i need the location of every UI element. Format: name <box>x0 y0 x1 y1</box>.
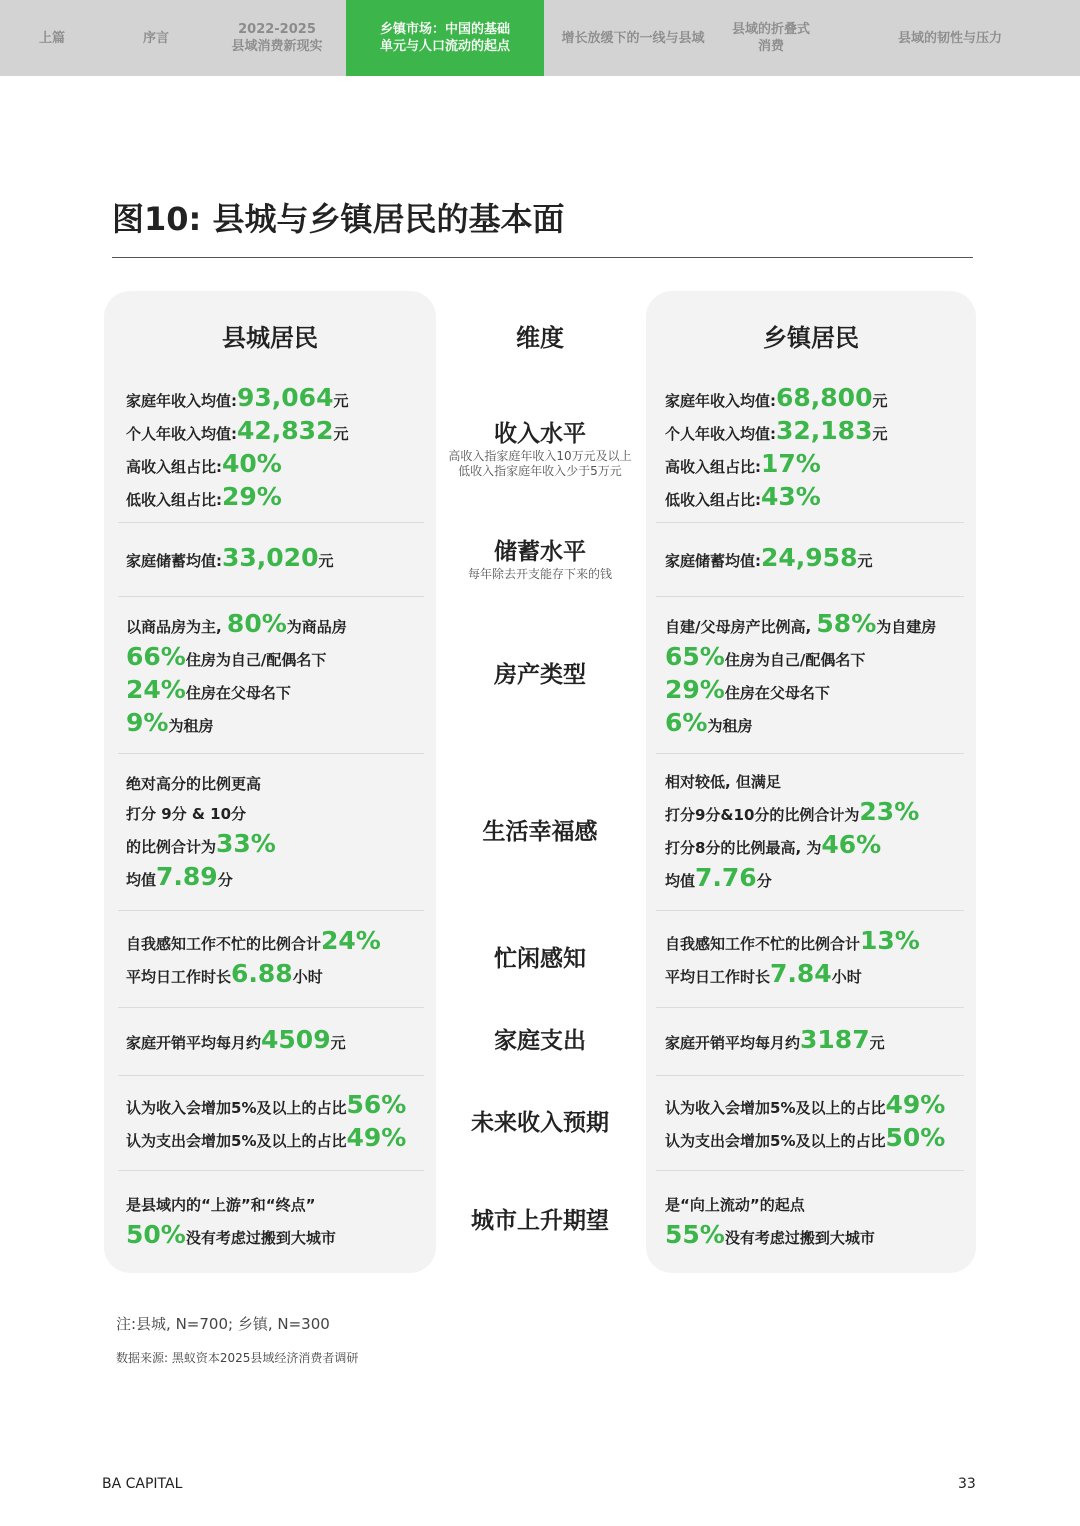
stat-line <box>126 926 426 959</box>
stat-value: 40% <box>222 449 282 478</box>
stat-line <box>665 1123 970 1156</box>
county-cell <box>126 376 426 522</box>
nav-tab-label: 单元与人口流动的起点 <box>379 39 510 54</box>
table-row <box>0 1075 1080 1170</box>
stat-text: 以商品房为主, <box>126 617 227 636</box>
nav-tab-label: 县域消费新现实 <box>231 39 323 54</box>
stat-value: 29% <box>665 674 725 704</box>
stat-line <box>665 609 970 642</box>
stat-text: 是“向上流动”的起点 <box>665 1195 805 1214</box>
nav-tab-1[interactable] <box>104 0 208 76</box>
stat-text: 个人年收入均值: <box>126 425 237 443</box>
stat-value: 49% <box>346 1122 407 1152</box>
stat-line <box>665 797 970 830</box>
stat-text: 为自建房 <box>876 617 937 636</box>
stat-line <box>126 862 426 895</box>
stat-line <box>126 1090 426 1123</box>
stat-value: 66% <box>126 641 186 671</box>
stat-value: 50% <box>885 1122 946 1152</box>
dimension-cell <box>440 1075 640 1170</box>
stat-line <box>126 708 426 741</box>
stat-line <box>126 769 426 799</box>
figure-title: 图10: 县城与乡镇居民的基本面 <box>112 200 565 238</box>
stat-value: 24% <box>321 925 381 955</box>
stat-text: 低收入组占比: <box>126 491 222 509</box>
table-row <box>0 522 1080 596</box>
stat-text: 的比例合计为 <box>126 837 217 856</box>
table-row <box>0 376 1080 522</box>
stat-text: 个人年收入均值: <box>665 425 776 443</box>
stat-value: 43% <box>761 482 821 511</box>
stat-text: 认为支出会增加5%及以上的占比 <box>665 1131 886 1150</box>
stat-text: 元 <box>318 551 334 570</box>
stat-text: 小时 <box>831 967 862 986</box>
stat-line <box>126 959 426 992</box>
nav-tab-0[interactable] <box>0 0 104 76</box>
stat-text: 打分 9分 & 10分 <box>126 804 247 823</box>
stat-value: 50% <box>126 1219 186 1249</box>
stat-text: 家庭储蓄均值: <box>665 551 761 570</box>
table-row <box>0 753 1080 910</box>
stat-value: 68,800 <box>776 383 873 412</box>
dimension-cell <box>440 910 640 1007</box>
stat-value: 23% <box>859 797 920 826</box>
county-cell <box>126 1075 426 1170</box>
dimension-label: 城市上升期望 <box>471 1208 609 1234</box>
dimension-cell <box>440 522 640 596</box>
table-row <box>0 596 1080 753</box>
stat-value: 33,020 <box>222 542 319 572</box>
stat-text: 住房为自己/配偶名下 <box>724 650 866 669</box>
nav-tab-label: 增长放缓下的一线与县域 <box>561 30 705 46</box>
township-cell <box>665 1007 970 1075</box>
stat-value: 32,183 <box>776 416 873 445</box>
county-column-header: 县城居民 <box>222 324 318 352</box>
stat-text: 住房在父母名下 <box>185 683 291 702</box>
dimension-label: 未来收入预期 <box>471 1109 609 1136</box>
stat-text: 元 <box>857 551 873 570</box>
stat-line <box>126 799 426 829</box>
stat-value: 80% <box>226 608 287 638</box>
nav-tab-label: 县域的韧性与压力 <box>897 30 1002 46</box>
stat-text: 相对较低, 但满足 <box>665 773 781 791</box>
stat-text: 绝对高分的比例更高 <box>126 774 262 793</box>
stat-line <box>126 449 426 482</box>
stat-line <box>126 829 426 862</box>
nav-tab-label: 序言 <box>142 30 169 46</box>
dimension-cell <box>440 1170 640 1272</box>
stat-value: 42,832 <box>237 416 334 445</box>
stat-text: 元 <box>872 392 888 410</box>
stat-text: 住房为自己/配偶名下 <box>185 650 327 669</box>
stat-text: 均值 <box>665 872 696 890</box>
dimension-cell <box>440 753 640 910</box>
stat-line <box>126 1123 426 1156</box>
stat-line <box>665 830 970 863</box>
dimension-cell <box>440 376 640 522</box>
stat-line <box>665 383 970 416</box>
stat-value: 29% <box>222 482 282 511</box>
stat-line <box>126 416 426 449</box>
dimension-label: 家庭支出 <box>494 1028 586 1054</box>
county-cell <box>126 910 426 1007</box>
stat-value: 24,958 <box>761 542 858 572</box>
nav-tab-5[interactable] <box>722 0 820 76</box>
footer-brand: BA CAPITAL <box>102 1476 183 1492</box>
stat-line <box>665 675 970 708</box>
stat-value: 3187 <box>800 1024 870 1054</box>
stat-line <box>665 926 970 959</box>
township-cell <box>665 910 970 1007</box>
stat-line <box>126 1025 426 1058</box>
stat-text: 没有考虑过搬到大城市 <box>724 1228 875 1247</box>
nav-tab-6[interactable] <box>820 0 1080 76</box>
township-cell <box>665 522 970 596</box>
stat-line <box>665 416 970 449</box>
stat-value: 55% <box>665 1219 725 1249</box>
stat-text: 元 <box>333 392 349 410</box>
county-cell <box>126 1170 426 1272</box>
stat-text: 分 <box>217 870 233 889</box>
stat-line <box>126 383 426 416</box>
stat-text: 住房在父母名下 <box>724 683 830 702</box>
stat-text: 高收入组占比: <box>665 458 761 476</box>
stat-line <box>126 1190 426 1220</box>
table-row <box>0 910 1080 1007</box>
stat-value: 7.84 <box>770 958 832 988</box>
title-divider <box>112 257 973 258</box>
nav-tab-label: 乡镇市场：中国的基础 <box>379 22 510 37</box>
stat-text: 元 <box>333 425 349 443</box>
stat-text: 自我感知工作不忙的比例合计 <box>665 934 861 953</box>
stat-text: 为商品房 <box>286 617 347 636</box>
county-cell <box>126 596 426 753</box>
stat-line <box>665 482 970 515</box>
stat-line <box>665 1090 970 1123</box>
stat-line <box>665 449 970 482</box>
sample-note: 注:县城, N=700; 乡镇, N=300 <box>116 1315 330 1333</box>
dimension-label: 收入水平 <box>494 421 586 447</box>
stat-line <box>665 708 970 741</box>
data-source: 数据来源: 黑蚁资本2025县域经济消费者调研 <box>116 1351 359 1365</box>
dimension-label: 储蓄水平 <box>494 538 586 565</box>
stat-line <box>126 482 426 515</box>
dimension-note: 高收入指家庭年收入10万元及以上 <box>448 449 632 463</box>
township-cell <box>665 1170 970 1272</box>
stat-text: 家庭储蓄均值: <box>126 551 222 570</box>
nav-tab-4[interactable] <box>544 0 722 76</box>
table-row <box>0 1170 1080 1272</box>
stat-line <box>665 1220 970 1253</box>
nav-tab-label: 2022-2025 <box>238 22 316 37</box>
dimension-column-header: 维度 <box>516 324 564 352</box>
dimension-label: 房产类型 <box>494 661 586 688</box>
stat-text: 自我感知工作不忙的比例合计 <box>126 934 322 953</box>
stat-text: 元 <box>330 1033 346 1052</box>
stat-value: 17% <box>761 449 821 478</box>
stat-text: 认为支出会增加5%及以上的占比 <box>126 1131 347 1150</box>
dimension-cell <box>440 596 640 753</box>
dimension-label: 生活幸福感 <box>482 818 598 845</box>
nav-tab-2[interactable] <box>208 0 346 76</box>
county-cell <box>126 1007 426 1075</box>
section-navigation <box>0 0 1080 76</box>
stat-value: 46% <box>821 830 882 859</box>
stat-value: 65% <box>665 641 725 671</box>
nav-tab-label: 县域的折叠式消费 <box>731 22 810 54</box>
stat-text: 打分9分&10分的比例合计为 <box>665 806 860 824</box>
stat-text: 高收入组占比: <box>126 458 222 476</box>
stat-value: 56% <box>346 1089 407 1119</box>
stat-line <box>665 1025 970 1058</box>
stat-text: 为租房 <box>168 716 214 735</box>
stat-line <box>665 642 970 675</box>
dimension-label: 忙闲感知 <box>494 945 586 972</box>
stat-text: 认为收入会增加5%及以上的占比 <box>126 1098 347 1117</box>
stat-line <box>665 1190 970 1220</box>
stat-text: 分 <box>756 872 772 890</box>
stat-line <box>126 642 426 675</box>
stat-text: 没有考虑过搬到大城市 <box>185 1228 336 1247</box>
township-cell <box>665 596 970 753</box>
stat-value: 49% <box>885 1089 946 1119</box>
township-column-header: 乡镇居民 <box>763 324 859 352</box>
stat-value: 9% <box>126 707 169 737</box>
county-cell <box>126 522 426 596</box>
stat-value: 33% <box>216 828 276 858</box>
stat-text: 平均日工作时长 <box>665 967 771 986</box>
stat-text: 平均日工作时长 <box>126 967 232 986</box>
dimension-note: 低收入指家庭年收入少于5万元 <box>458 464 622 478</box>
nav-tab-label: 上篇 <box>38 30 65 46</box>
stat-text: 是县域内的“上游”和“终点” <box>126 1195 316 1214</box>
stat-text: 认为收入会增加5%及以上的占比 <box>665 1098 886 1117</box>
stat-text: 家庭开销平均每月约 <box>665 1033 801 1052</box>
stat-line <box>665 863 970 896</box>
stat-text: 家庭开销平均每月约 <box>126 1033 262 1052</box>
stat-value: 4509 <box>261 1024 331 1054</box>
stat-text: 低收入组占比: <box>665 491 761 509</box>
county-cell <box>126 753 426 910</box>
stat-value: 93,064 <box>237 383 334 412</box>
township-cell <box>665 376 970 522</box>
stat-text: 打分8分的比例最高, 为 <box>665 839 822 857</box>
township-cell <box>665 753 970 910</box>
nav-tab-3[interactable] <box>346 0 544 76</box>
stat-text: 元 <box>869 1033 885 1052</box>
stat-text: 均值 <box>126 870 157 889</box>
stat-line <box>665 959 970 992</box>
stat-value: 7.76 <box>695 863 757 892</box>
stat-value: 6.88 <box>231 958 293 988</box>
stat-line <box>126 543 426 576</box>
dimension-cell <box>440 1007 640 1075</box>
stat-text: 小时 <box>292 967 323 986</box>
stat-value: 7.89 <box>156 861 218 891</box>
stat-value: 58% <box>816 608 877 638</box>
table-row <box>0 1007 1080 1075</box>
page-number: 33 <box>958 1476 976 1492</box>
dimension-note: 每年除去开支能存下来的钱 <box>467 566 612 581</box>
stat-text: 家庭年收入均值: <box>665 392 776 410</box>
stat-text: 家庭年收入均值: <box>126 392 237 410</box>
stat-line <box>126 675 426 708</box>
stat-text: 自建/父母房产比例高, <box>665 617 817 636</box>
stat-text: 元 <box>872 425 888 443</box>
stat-line <box>126 1220 426 1253</box>
stat-value: 6% <box>665 707 708 737</box>
stat-line <box>126 609 426 642</box>
stat-line <box>665 767 970 797</box>
stat-text: 为租房 <box>707 716 753 735</box>
stat-value: 24% <box>126 674 186 704</box>
stat-line <box>665 543 970 576</box>
stat-value: 13% <box>860 925 920 955</box>
township-cell <box>665 1075 970 1170</box>
